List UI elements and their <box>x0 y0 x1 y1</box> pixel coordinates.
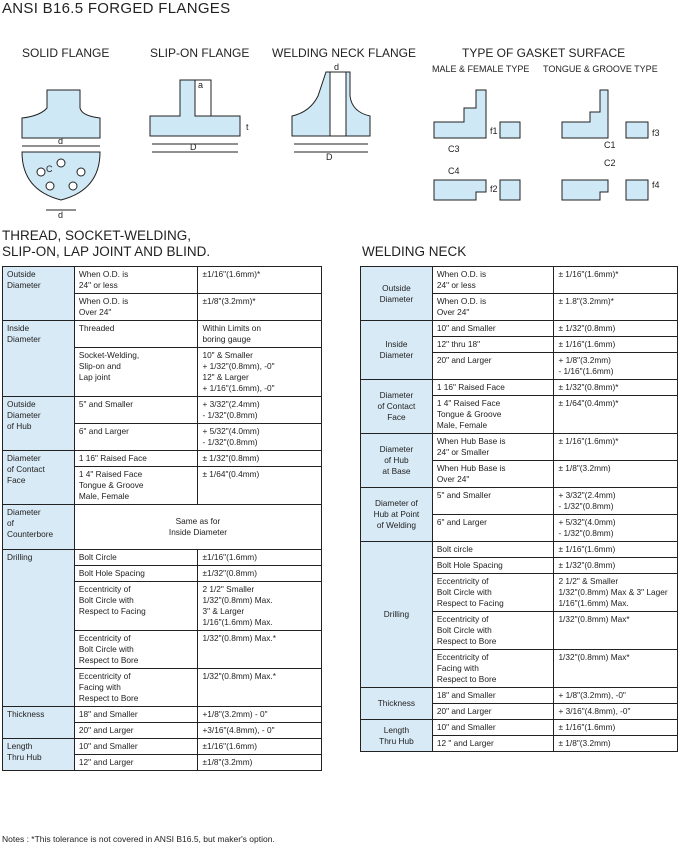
condition-cell: 1 16" Raised Face <box>436 382 505 392</box>
tolerance-cell: ± 1/16"(1.6mm) <box>558 722 616 732</box>
left-tolerance-table <box>2 266 322 771</box>
condition-cell: 6" and Larger <box>436 517 487 527</box>
dim-d2-label-solid: d <box>58 210 64 220</box>
tolerance-cell: + 3/32"(2.4mm) - 1/32"(0.8mm) <box>202 399 260 420</box>
left-heading-1: THREAD, SOCKET-WELDING, <box>2 228 192 243</box>
table-row <box>3 267 322 294</box>
table-row <box>361 380 678 396</box>
table-row <box>361 720 678 736</box>
male-female-label: MALE & FEMALE TYPE <box>432 64 530 74</box>
condition-cell: 12" and Larger <box>78 757 134 767</box>
dim-c2-label: C2 <box>604 158 616 168</box>
tolerance-cell: ± 1/16"(1.6mm)* <box>558 269 619 279</box>
condition-cell: Bolt Hole Spacing <box>78 568 145 578</box>
condition-cell: 1 4" Raised Face Tongue & Groove Male, Female <box>78 469 144 501</box>
condition-cell: 10" and Smaller <box>436 323 496 333</box>
male-female-drawing <box>434 90 520 200</box>
tolerance-cell: 2 1/2" & Smaller 1/32"(0.8mm) Max & 3" Lager 1/16"(1.6mm) Max. <box>558 576 668 608</box>
right-tolerance-table <box>360 266 678 752</box>
category-cell: Length Thru Hub <box>379 724 414 746</box>
dim-f2-label: f2 <box>490 184 498 194</box>
condition-cell: 18" and Smaller <box>78 709 138 719</box>
category-cell: Thickness <box>7 709 45 719</box>
tolerance-cell: + 3/32"(2.4mm) - 1/32"(0.8mm) <box>558 490 616 511</box>
page-title: ANSI B16.5 FORGED FLANGES <box>2 0 231 17</box>
tolerance-cell: ±1/16"(1.6mm) <box>202 552 257 562</box>
category-cell: Inside Diameter <box>379 339 414 360</box>
tolerance-cell: ± 1/8"(3.2mm) <box>558 738 611 748</box>
tolerance-cell: 2 1/2" Smaller 1/32"(0.8mm) Max. 3" & Larger 1/16"(1.6mm) Max. <box>202 584 273 627</box>
tolerance-cell: ± 1/32"(0.8mm)* <box>558 382 619 392</box>
category-cell: Outside Diameter of Hub <box>7 399 41 431</box>
condition-cell: When O.D. is 24" or less <box>78 269 129 290</box>
category-cell: Outside Diameter <box>379 282 414 304</box>
condition-cell: 12 " and Larger <box>436 738 494 748</box>
condition-cell: When O.D. is 24" or less <box>436 269 487 290</box>
category-cell: Inside Diameter <box>7 323 41 344</box>
tolerance-cell: + 3/16"(4.8mm), -0" <box>558 706 631 716</box>
condition-cell: 12" thru 18" <box>436 339 481 349</box>
condition-cell: 1 16" Raised Face <box>78 453 147 463</box>
category-cell: Diameter of Contact Face <box>7 453 45 485</box>
tolerance-cell: ± 1/64"(0.4mm)* <box>558 398 619 408</box>
tolerance-cell: 1/32"(0.8mm) Max* <box>558 652 630 662</box>
tolerance-cell: ±1/8"(3.2mm)* <box>202 296 256 306</box>
slipon-flange-label: SLIP-ON FLANGE <box>150 46 250 60</box>
dim-a-label: a <box>198 80 204 90</box>
dim-D-label-wn: D <box>326 152 333 162</box>
dim-d-label-wn: d <box>334 62 340 72</box>
tolerance-cell: ± 1/64"(0.4mm) <box>202 469 260 479</box>
table-row <box>3 505 322 550</box>
condition-cell: Eccentricity of Bolt Circle with Respect to Bore <box>78 633 139 665</box>
tolerance-cell: ± 1/32"(0.8mm) <box>558 560 616 570</box>
tolerance-cell: +3/16"(4.8mm), - 0" <box>202 725 275 735</box>
category-cell: Drilling <box>383 609 410 619</box>
condition-cell: 10" and Smaller <box>436 722 496 732</box>
table-row <box>3 451 322 467</box>
condition-cell: 20" and Larger <box>436 706 492 716</box>
dim-f1-label: f1 <box>490 126 498 136</box>
tolerance-cell: ± 1/16"(1.6mm) <box>558 544 616 554</box>
tolerance-cell: 1/32"(0.8mm) Max.* <box>202 671 276 681</box>
condition-cell: Eccentricity of Facing with Respect to Bore <box>436 652 497 684</box>
tolerance-cell: +1/8"(3.2mm) - 0" <box>202 709 268 719</box>
table-row <box>361 542 678 558</box>
left-heading-2: SLIP-ON, LAP JOINT AND BLIND. <box>2 244 211 259</box>
table-row <box>3 550 322 566</box>
weldneck-flange-label: WELDING NECK FLANGE <box>272 46 417 60</box>
tolerance-cell: + 1/8"(3.2mm), -0" <box>558 690 626 700</box>
dim-f3-label: f3 <box>652 128 660 138</box>
condition-cell: Socket-Welding, Slip-on and Lap joint <box>78 350 140 382</box>
solid-flange-label: SOLID FLANGE <box>22 46 110 60</box>
condition-cell: When O.D. is Over 24" <box>78 296 129 317</box>
condition-cell: Bolt circle <box>436 544 473 554</box>
condition-cell: Eccentricity of Facing with Respect to Bore <box>78 671 139 703</box>
dim-D-label-slipon: D <box>190 142 197 152</box>
condition-cell: Eccentricity of Bolt Circle with Respect to Facing <box>78 584 146 616</box>
condition-cell: 10" and Smaller <box>78 741 138 751</box>
condition-cell: Eccentricity of Bolt Circle with Respect to Facing <box>436 576 504 608</box>
condition-cell: When Hub Base is Over 24" <box>436 463 506 484</box>
solid-flange-drawing <box>22 90 100 210</box>
table-row <box>361 488 678 515</box>
condition-cell: Threaded <box>78 323 115 333</box>
tolerance-cell: + 5/32"(4.0mm) - 1/32"(0.8mm) <box>202 426 260 447</box>
category-cell: Diameter of Contact Face <box>377 390 416 422</box>
tolerance-cell: 1/32"(0.8mm) Max.* <box>202 633 276 643</box>
condition-cell: Eccentricity of Bolt Circle with Respect to Bore <box>436 614 497 646</box>
condition-cell: Bolt Hole Spacing <box>436 560 503 570</box>
tolerance-cell: ± 1/16"(1.6mm) <box>558 339 616 349</box>
condition-cell: 1 4" Raised Face Tongue & Groove Male, Female <box>436 398 502 430</box>
tolerance-cell: ± 1/32"(0.8mm) <box>558 323 616 333</box>
tolerance-cell: ± 1/8"(3.2mm) <box>558 463 611 473</box>
table-row <box>3 707 322 723</box>
dim-c3-label: C3 <box>448 144 460 154</box>
tolerance-cell: ±1/16"(1.6mm)* <box>202 269 261 279</box>
tolerance-cell: ±1/8"(3.2mm) <box>202 757 253 767</box>
condition-cell: Bolt Circle <box>78 552 117 562</box>
category-cell: Diameter of Hub at Point of Welding <box>373 498 420 530</box>
condition-cell: 6" and Larger <box>78 426 129 436</box>
condition-cell: 18" and Smaller <box>436 690 496 700</box>
table-row <box>361 321 678 337</box>
dim-t-label: t <box>246 122 249 132</box>
tolerance-cell: ±1/32"(0.8mm) <box>202 568 257 578</box>
category-cell: Length Thru Hub <box>7 741 42 762</box>
dim-c4-label: C4 <box>448 166 460 176</box>
tolerance-cell: ± 1.8"(3.2mm)* <box>558 296 614 306</box>
tolerance-cell: Within Limits on boring gauge <box>202 323 262 344</box>
tolerance-cell: ± 1/32"(0.8mm) <box>202 453 260 463</box>
tolerance-cell: 1/32"(0.8mm) Max* <box>558 614 630 624</box>
dim-d-label-solid: d <box>58 136 64 146</box>
tongue-groove-label: TONGUE & GROOVE TYPE <box>543 64 658 74</box>
condition-cell: 5" and Smaller <box>78 399 134 409</box>
category-cell: Drilling <box>7 552 33 562</box>
weldneck-flange-drawing <box>292 72 370 152</box>
condition-cell: When Hub Base is 24" or Smaller <box>436 436 506 457</box>
category-cell: Thickness <box>377 698 416 708</box>
gasket-surface-label: TYPE OF GASKET SURFACE <box>462 46 626 60</box>
right-heading: WELDING NECK <box>362 244 467 259</box>
table-row <box>3 397 322 424</box>
tolerance-cell: 10" & Smaller + 1/32"(0.8mm), -0" 12" & Larger + 1/16"(1.6mm), -0" <box>202 350 275 393</box>
dim-f4-label: f4 <box>652 180 660 190</box>
condition-cell: When O.D. is Over 24" <box>436 296 487 317</box>
flange-diagrams <box>0 60 680 220</box>
dim-c1-label: C1 <box>604 140 616 150</box>
condition-cell: 20" and Larger <box>436 355 492 365</box>
table-row <box>361 434 678 461</box>
condition-cell: 20" and Larger <box>78 725 134 735</box>
table-row <box>361 688 678 704</box>
footnote: Notes : *This tolerance is not covered in ANSI B16.5, but maker's option. <box>2 834 275 844</box>
tolerance-cell: Same as for Inside Diameter <box>168 516 227 537</box>
tolerance-cell: ±1/16"(1.6mm) <box>202 741 257 751</box>
table-row <box>361 267 678 294</box>
category-cell: Diameter of Hub at Base <box>379 444 414 476</box>
tolerance-cell: + 1/8"(3.2mm) - 1/16"(1.6mm) <box>558 355 614 376</box>
dim-c-label: C <box>46 164 53 174</box>
category-cell: Diameter of Counterbore <box>7 507 54 539</box>
condition-cell: 5" and Smaller <box>436 490 491 500</box>
table-row <box>3 739 322 755</box>
table-row <box>3 321 322 348</box>
tolerance-cell: ± 1/16"(1.6mm)* <box>558 436 619 446</box>
category-cell: Outside Diameter <box>7 269 41 290</box>
tolerance-cell: + 5/32"(4.0mm) - 1/32"(0.8mm) <box>558 517 616 538</box>
